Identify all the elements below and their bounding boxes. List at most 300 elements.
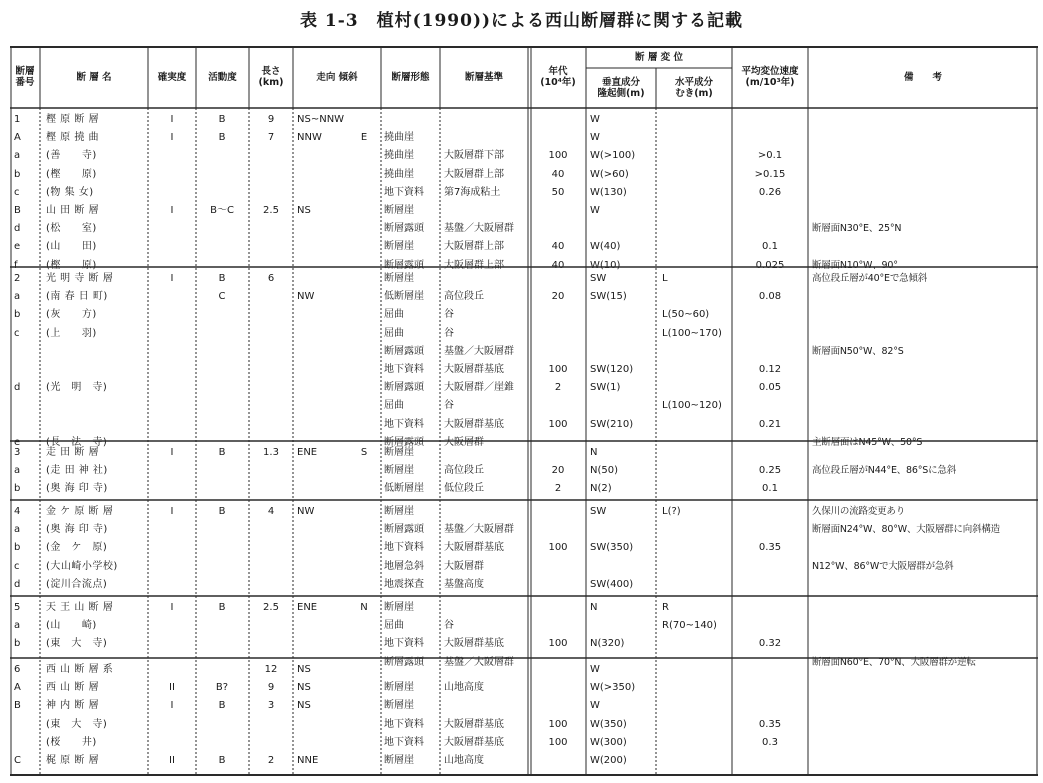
cell-form: 撓曲崖 xyxy=(384,132,414,144)
cell-no: 1 xyxy=(14,114,21,125)
cell-vert: N xyxy=(590,447,598,458)
cell-cert xyxy=(150,716,194,734)
cell-note xyxy=(812,325,1038,343)
cell-dip xyxy=(350,521,378,539)
cell-no xyxy=(14,361,38,379)
cell-strike xyxy=(297,379,349,397)
cell-name: 神 内 断 層 xyxy=(46,700,100,712)
cell-strike xyxy=(297,635,349,653)
cell-horiz xyxy=(662,343,732,361)
cell-vert xyxy=(590,325,654,343)
cell-cert: I xyxy=(170,506,174,517)
cell-rate: 0.12 xyxy=(758,364,782,375)
cell-form: 地下資料 xyxy=(384,418,424,430)
cell-no: A xyxy=(14,132,21,144)
cell-name: (奥 海 印 寺) xyxy=(46,524,108,536)
table-row xyxy=(10,576,1038,594)
cell-act xyxy=(198,416,246,434)
cell-strike xyxy=(297,734,349,752)
cell-note xyxy=(812,480,1038,498)
cell-age: 100 xyxy=(548,638,568,650)
cell-cert xyxy=(150,288,194,306)
cell-act xyxy=(198,539,246,557)
cell-no: a xyxy=(14,620,21,632)
cell-note xyxy=(812,599,1038,617)
cell-vert: W(10) xyxy=(590,259,621,271)
cell-vert: W(>350) xyxy=(590,682,636,694)
table-row xyxy=(10,617,1038,635)
cell-act xyxy=(198,397,246,415)
cell-form: 地下資料 xyxy=(384,186,424,198)
cell-form: 低断層崖 xyxy=(384,483,424,495)
cell-len: 2.5 xyxy=(263,205,279,216)
cell-name xyxy=(46,416,146,434)
cell-note: 断層面N10°W、90° xyxy=(812,259,898,271)
cell-age xyxy=(532,202,584,220)
table-row xyxy=(10,343,1038,361)
cell-act xyxy=(198,661,246,679)
cell-act: B～C xyxy=(210,205,234,216)
cell-name: 梶 原 断 層 xyxy=(46,755,100,766)
cell-dip xyxy=(350,238,378,256)
cell-no xyxy=(14,416,38,434)
cell-name: 西 山 断 層 系 xyxy=(46,664,114,675)
cell-strike xyxy=(297,270,349,288)
cell-horiz xyxy=(662,661,732,679)
cell-name: (桜 井) xyxy=(46,736,97,748)
cell-vert: SW xyxy=(590,273,607,284)
cell-no: a xyxy=(14,524,21,536)
cell-act xyxy=(198,462,246,480)
cell-name: (樫 原) xyxy=(46,168,97,180)
cell-dip xyxy=(350,480,378,498)
cell-name: (大山崎小学校) xyxy=(46,560,118,572)
cell-age xyxy=(532,661,584,679)
cell-note xyxy=(812,184,1038,202)
cell-act: C xyxy=(218,291,226,303)
table-row xyxy=(10,444,1038,462)
cell-cert xyxy=(150,734,194,752)
cell-name: (南 春 日 町) xyxy=(46,291,108,303)
cell-form xyxy=(384,111,440,129)
cell-len xyxy=(251,521,291,539)
cell-act xyxy=(198,558,246,576)
cell-vert: N(2) xyxy=(590,483,612,495)
cell-horiz: L(50~60) xyxy=(662,309,710,321)
table-row xyxy=(10,397,1038,415)
cell-vert: N(320) xyxy=(590,638,625,650)
cell-cert xyxy=(150,220,194,238)
cell-horiz xyxy=(662,184,732,202)
cell-len xyxy=(251,480,291,498)
cell-len: 9 xyxy=(267,682,275,694)
cell-vert: W(>100) xyxy=(590,150,636,162)
cell-horiz: R(70~140) xyxy=(662,620,717,632)
cell-basis xyxy=(444,503,528,521)
cell-note xyxy=(812,697,1038,715)
cell-age xyxy=(532,558,584,576)
cell-name: 樫 原 断 層 xyxy=(46,114,100,125)
cell-note xyxy=(812,288,1038,306)
cell-form: 地下資料 xyxy=(384,542,424,554)
table-row xyxy=(10,147,1038,165)
cell-name: (善 寺) xyxy=(46,150,97,162)
cell-len: 1.3 xyxy=(263,447,279,458)
cell-vert: W(130) xyxy=(590,186,627,198)
cell-len xyxy=(251,147,291,165)
cell-strike xyxy=(297,397,349,415)
header-displacement: 断 層 変 位 xyxy=(635,51,683,63)
cell-len xyxy=(251,576,291,594)
table-row xyxy=(10,288,1038,306)
cell-act xyxy=(198,480,246,498)
cell-len: 7 xyxy=(267,132,275,144)
cell-len xyxy=(251,288,291,306)
cell-no: B xyxy=(14,700,21,712)
cell-vert: W xyxy=(590,700,600,712)
cell-age: 40 xyxy=(551,259,565,271)
cell-no xyxy=(14,716,38,734)
cell-horiz: L(?) xyxy=(662,506,681,517)
cell-strike: NS xyxy=(297,205,311,216)
cell-len xyxy=(251,379,291,397)
cell-note xyxy=(812,444,1038,462)
cell-basis: 大阪層群基底 xyxy=(444,736,504,748)
cell-name: (物 集 女) xyxy=(46,186,94,198)
cell-age: 100 xyxy=(548,542,568,554)
header-age: 年代 (10⁴年) xyxy=(540,66,576,88)
cell-form: 地下資料 xyxy=(384,638,424,650)
cell-horiz xyxy=(662,111,732,129)
table-row xyxy=(10,111,1038,129)
cell-act: B xyxy=(218,114,226,125)
cell-age: 2 xyxy=(554,382,562,394)
cell-dip xyxy=(350,343,378,361)
cell-note xyxy=(812,379,1038,397)
cell-dip xyxy=(350,147,378,165)
cell-horiz: R xyxy=(662,602,669,613)
cell-rate xyxy=(734,220,806,238)
cell-act xyxy=(198,343,246,361)
header-fault-form: 断層形態 xyxy=(391,71,430,83)
cell-no: c xyxy=(14,560,20,572)
cell-vert: SW(1) xyxy=(590,382,621,394)
table-row xyxy=(10,716,1038,734)
cell-rate xyxy=(734,617,806,635)
cell-vert: W xyxy=(590,205,600,216)
cell-horiz xyxy=(662,679,732,697)
cell-horiz xyxy=(662,576,732,594)
cell-strike xyxy=(297,558,349,576)
cell-cert: I xyxy=(170,132,174,144)
cell-strike: ENE xyxy=(297,447,318,458)
cell-horiz xyxy=(662,238,732,256)
cell-basis: 高位段丘 xyxy=(444,291,484,303)
cell-rate xyxy=(734,661,806,679)
cell-len xyxy=(251,184,291,202)
cell-no: c xyxy=(14,186,20,198)
cell-no: 4 xyxy=(14,506,21,517)
cell-len: 6 xyxy=(267,273,275,284)
cell-len: 4 xyxy=(267,506,275,517)
cell-vert xyxy=(590,220,654,238)
table-title: 表 1-3 植村(1990))による西山断層群に関する記載 xyxy=(299,11,744,31)
table-row xyxy=(10,238,1038,256)
cell-note xyxy=(812,734,1038,752)
cell-basis: 谷 xyxy=(444,400,454,412)
cell-len xyxy=(251,734,291,752)
table-row xyxy=(10,270,1038,288)
cell-len xyxy=(251,617,291,635)
cell-no: d xyxy=(14,578,21,590)
cell-age xyxy=(532,679,584,697)
fault-table xyxy=(10,46,1038,776)
cell-rate xyxy=(734,343,806,361)
cell-horiz xyxy=(662,480,732,498)
cell-strike xyxy=(297,716,349,734)
cell-basis: 山地高度 xyxy=(444,755,484,766)
cell-cert xyxy=(150,576,194,594)
cell-name: (上 羽) xyxy=(46,327,97,339)
header-certainty: 確実度 xyxy=(157,71,187,83)
cell-basis: 大阪層群基底 xyxy=(444,364,504,375)
cell-act xyxy=(198,635,246,653)
cell-len: 2 xyxy=(267,755,275,766)
cell-cert xyxy=(150,539,194,557)
table-row xyxy=(10,379,1038,397)
cell-basis xyxy=(444,697,528,715)
cell-no xyxy=(14,343,38,361)
cell-name: (灰 方) xyxy=(46,309,97,321)
cell-act xyxy=(198,184,246,202)
cell-basis: 山地高度 xyxy=(444,682,484,694)
cell-vert: N xyxy=(590,602,598,613)
cell-rate xyxy=(734,397,806,415)
cell-len xyxy=(251,343,291,361)
cell-no: a xyxy=(14,291,21,303)
cell-horiz xyxy=(662,558,732,576)
cell-horiz: L(100~120) xyxy=(662,400,722,412)
cell-strike: NS xyxy=(297,682,311,694)
cell-len xyxy=(251,397,291,415)
cell-basis: 基盤／大阪層群 xyxy=(444,223,514,235)
cell-age xyxy=(532,576,584,594)
cell-rate xyxy=(734,129,806,147)
cell-vert: W xyxy=(590,114,600,125)
cell-form: 断層崖 xyxy=(384,602,414,613)
table-row xyxy=(10,480,1038,498)
cell-note: 断層面N30°E、25°N xyxy=(812,223,902,235)
cell-horiz xyxy=(662,416,732,434)
cell-basis: 高位段丘 xyxy=(444,465,484,477)
cell-age: 100 xyxy=(548,150,568,162)
cell-name: (光 明 寺) xyxy=(46,382,108,394)
header-activity: 活動度 xyxy=(208,71,237,83)
cell-dip xyxy=(350,679,378,697)
cell-no: d xyxy=(14,223,21,235)
cell-cert: I xyxy=(170,273,174,284)
header-length: 長さ (km) xyxy=(258,66,284,88)
cell-age xyxy=(532,752,584,770)
header-fault-basis: 断層基準 xyxy=(464,71,503,83)
cell-age: 40 xyxy=(551,168,565,180)
cell-name: 天 王 山 断 層 xyxy=(46,602,114,613)
cell-age xyxy=(532,111,584,129)
table-row xyxy=(10,503,1038,521)
cell-no: c xyxy=(14,327,20,339)
cell-age xyxy=(532,521,584,539)
cell-name xyxy=(46,343,146,361)
cell-dip xyxy=(350,361,378,379)
cell-horiz xyxy=(662,444,732,462)
cell-age xyxy=(532,306,584,324)
cell-form: 屈曲 xyxy=(384,309,404,321)
cell-rate xyxy=(734,202,806,220)
cell-note xyxy=(812,716,1038,734)
cell-dip xyxy=(350,697,378,715)
cell-cert xyxy=(150,184,194,202)
cell-cert xyxy=(150,558,194,576)
cell-note xyxy=(812,661,1038,679)
cell-note xyxy=(812,306,1038,324)
cell-form: 撓曲崖 xyxy=(384,168,414,180)
cell-basis: 大阪層群 xyxy=(444,436,484,448)
cell-strike: NNW xyxy=(297,132,322,144)
cell-rate xyxy=(734,697,806,715)
cell-dip xyxy=(350,416,378,434)
cell-form xyxy=(384,661,440,679)
cell-note: 高位段丘層がN44°E、86°Sに急斜 xyxy=(812,465,957,477)
cell-strike xyxy=(297,462,349,480)
header-fault-name: 断 層 名 xyxy=(76,71,112,83)
cell-strike xyxy=(297,361,349,379)
cell-rate xyxy=(734,306,806,324)
cell-strike xyxy=(297,325,349,343)
cell-form: 地層急斜 xyxy=(384,560,424,572)
cell-basis: 大阪層群基底 xyxy=(444,718,504,730)
cell-act xyxy=(198,734,246,752)
cell-form: 断層露頭 xyxy=(384,259,424,271)
cell-vert: W xyxy=(590,132,600,144)
cell-horiz xyxy=(662,635,732,653)
cell-vert: SW(210) xyxy=(590,418,634,430)
cell-dip: N xyxy=(360,602,368,613)
cell-cert: I xyxy=(170,114,174,125)
cell-vert xyxy=(590,521,654,539)
cell-no: d xyxy=(14,382,21,394)
header-strike-dip: 走向 傾斜 xyxy=(316,71,358,83)
cell-dip xyxy=(350,635,378,653)
cell-cert xyxy=(150,379,194,397)
cell-strike xyxy=(297,166,349,184)
cell-basis: 大阪層群基底 xyxy=(444,418,504,430)
cell-age: 100 xyxy=(548,736,568,748)
cell-note xyxy=(812,397,1038,415)
cell-len: 2.5 xyxy=(263,602,279,613)
cell-strike xyxy=(297,617,349,635)
cell-dip xyxy=(350,270,378,288)
cell-vert: SW(400) xyxy=(590,578,634,590)
cell-no: A xyxy=(14,682,21,694)
cell-note: 断層面N24°W、80°W、大阪層群に向斜構造 xyxy=(812,524,1000,536)
cell-age: 20 xyxy=(551,291,565,303)
cell-vert: SW(350) xyxy=(590,542,634,554)
table-row xyxy=(10,220,1038,238)
cell-note: 断層面N60°E、70°N、大阪層群が逆転 xyxy=(812,656,976,668)
cell-no: e xyxy=(14,241,21,253)
cell-horiz xyxy=(662,202,732,220)
table-row xyxy=(10,734,1038,752)
cell-name: (山 田) xyxy=(46,241,97,253)
cell-rate xyxy=(734,111,806,129)
cell-cert xyxy=(150,617,194,635)
cell-cert xyxy=(150,238,194,256)
cell-vert: N(50) xyxy=(590,465,619,477)
cell-no: b xyxy=(14,542,21,554)
cell-vert xyxy=(590,558,654,576)
cell-act: B xyxy=(218,700,226,712)
cell-dip xyxy=(350,288,378,306)
cell-no: 3 xyxy=(14,447,21,458)
cell-basis xyxy=(444,270,528,288)
cell-form: 断層崖 xyxy=(384,682,414,694)
cell-form: 断層崖 xyxy=(384,700,414,712)
cell-rate: 0.35 xyxy=(758,718,782,730)
cell-note xyxy=(812,147,1038,165)
cell-rate xyxy=(734,679,806,697)
cell-horiz xyxy=(662,288,732,306)
cell-strike xyxy=(297,521,349,539)
cell-act xyxy=(198,306,246,324)
cell-age: 100 xyxy=(548,364,568,375)
cell-vert: W(>60) xyxy=(590,168,629,180)
cell-age xyxy=(532,129,584,147)
cell-no xyxy=(14,397,38,415)
cell-age xyxy=(532,325,584,343)
cell-name: (樫 原) xyxy=(46,259,97,271)
table-row xyxy=(10,184,1038,202)
cell-vert: W(300) xyxy=(590,736,627,748)
cell-len xyxy=(251,558,291,576)
cell-strike: ENE xyxy=(297,602,318,613)
cell-cert xyxy=(150,661,194,679)
cell-len: 12 xyxy=(264,664,278,675)
cell-basis: 基盤／大阪層群 xyxy=(444,656,514,668)
cell-vert: W xyxy=(590,664,600,675)
table-row xyxy=(10,166,1038,184)
cell-dip xyxy=(350,166,378,184)
cell-dip xyxy=(350,734,378,752)
table-row xyxy=(10,202,1038,220)
cell-vert: W(40) xyxy=(590,241,621,253)
cell-cert xyxy=(150,306,194,324)
cell-note xyxy=(812,238,1038,256)
cell-cert: I xyxy=(170,205,174,216)
cell-rate xyxy=(734,599,806,617)
cell-act: B? xyxy=(215,682,229,694)
cell-name: 光 明 寺 断 層 xyxy=(46,273,114,284)
cell-name: 走 田 断 層 xyxy=(46,447,100,458)
cell-form: 断層露頭 xyxy=(384,524,424,536)
cell-basis: 大阪層群上部 xyxy=(444,259,504,271)
cell-note: 主断層面はN45°W、50°S xyxy=(812,436,923,448)
cell-age xyxy=(532,270,584,288)
cell-no: b xyxy=(14,168,21,180)
cell-age: 50 xyxy=(551,186,565,198)
cell-rate xyxy=(734,558,806,576)
table-row xyxy=(10,635,1038,653)
cell-basis: 大阪層群上部 xyxy=(444,168,504,180)
